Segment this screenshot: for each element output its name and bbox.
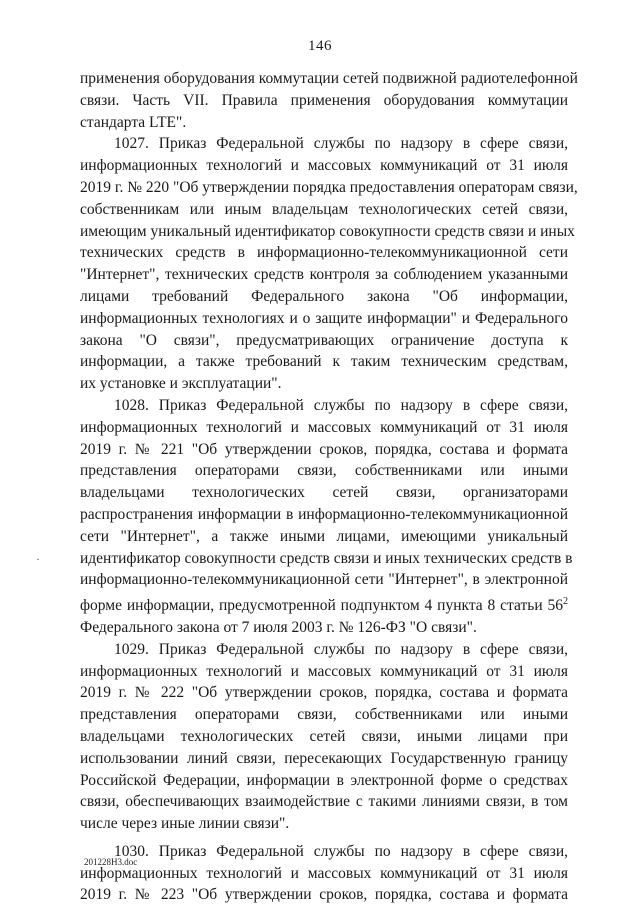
line-text: 1028. Приказ Федеральной службы по надзору в сфере связи, [114, 396, 568, 414]
line-text: информационных технологий и массовых коммуникаций от 31 июля [80, 157, 568, 175]
text-line [80, 417, 568, 439]
line-text: распространения информации в информационно-телекоммуникационной [80, 505, 568, 523]
line-text: 1029. Приказ Федеральной службы по надзору в сфере связи, [114, 640, 568, 658]
line-text: 2019 г. № 221 "Об утверждении сроков, порядка, состава и формата [80, 440, 568, 458]
text-line [80, 199, 568, 221]
line-text: информации, а также требований к таким техническим средствам, [80, 353, 568, 371]
line-text: форме информации, предусмотренной подпунктом 4 пункта 8 статьи 56 [80, 597, 563, 615]
line-text: лицами требований Федерального закона "Об информации, [80, 287, 568, 305]
line-text: информационных технологий и массовых коммуникаций от 31 июля [80, 864, 568, 882]
text-line [80, 482, 568, 504]
text-line [80, 884, 568, 906]
line-text: применения оборудования коммутации сетей подвижной радиотелефонной [80, 70, 578, 87]
line-text: Федерального закона от 7 июля 2003 г. № 126-ФЗ "О связи". [80, 618, 477, 636]
text-line [80, 286, 568, 308]
text-line [80, 177, 578, 199]
text-line [80, 682, 568, 704]
text-line [80, 112, 568, 134]
line-text: 2019 г. № 223 "Об утверждении сроков, порядка, состава и формата [80, 886, 568, 904]
line-text: идентификатор совокупности средств связи и иных технических средств в [80, 549, 573, 567]
line-text: информационных технологиях и о защите информации" и Федерального [80, 309, 568, 327]
paragraph-first-line [80, 841, 568, 863]
text-line [80, 68, 578, 90]
text-line [80, 351, 568, 373]
line-text: информационных технологий и массовых коммуникаций от 31 июля [80, 662, 568, 680]
line-text: 1030. Приказ Федеральной службы по надзору в сфере связи, [114, 842, 568, 860]
text-line [80, 330, 568, 352]
text-line [80, 661, 568, 683]
text-line [80, 264, 568, 286]
line-text: имеющим уникальный идентификатор совокупности средств связи и иных [80, 222, 575, 240]
text-line [80, 504, 568, 526]
line-text: 2019 г. № 220 "Об утверждении порядка предоставления операторам связи, [80, 178, 578, 196]
text-line [80, 591, 568, 617]
text-line [80, 373, 568, 395]
margin-mark: · [36, 552, 40, 566]
text-line [80, 526, 568, 548]
text-line [80, 90, 568, 112]
document-body [80, 68, 578, 906]
line-text: представления операторами связи, собственниками или иными [80, 462, 568, 480]
text-line [80, 863, 568, 885]
page-number: 146 [308, 38, 332, 54]
text-line [80, 569, 568, 591]
line-text: числе через иные линии связи". [80, 815, 290, 833]
text-line [80, 748, 568, 770]
line-text: информационных технологий и массовых коммуникаций от 31 июля [80, 418, 568, 436]
line-text: Российской Федерации, информации в электронной форме о средствах [80, 771, 568, 789]
text-line [80, 221, 575, 243]
text-line [80, 770, 568, 792]
text-line [80, 726, 568, 748]
paragraph-first-line [80, 133, 568, 155]
line-text: владельцами технологических сетей связи, организаторами [80, 484, 568, 502]
line-text: использовании линий связи, пересекающих Государственную границу [80, 749, 568, 767]
line-text: закона "О связи", предусматривающих ограничение доступа к [80, 331, 568, 349]
text-line [80, 791, 568, 813]
text-line [80, 813, 568, 835]
paragraph-first-line [80, 395, 568, 417]
line-text: связи. Часть VII. Правила применения оборудования коммутации [80, 91, 568, 109]
text-line [80, 617, 568, 639]
line-text: связи, обеспечивающих взаимодействие с такими линиями связи, в том [80, 793, 568, 811]
paragraph-first-line [80, 639, 568, 661]
line-text: представления операторами связи, собственниками или иными [80, 706, 568, 724]
text-line [80, 548, 573, 570]
text-line [80, 242, 568, 264]
text-line [80, 308, 568, 330]
line-text: 2019 г. № 222 "Об утверждении сроков, порядка, состава и формата [80, 684, 568, 702]
line-text: собственникам или иным владельцам технологических сетей связи, [80, 200, 568, 218]
text-line [80, 155, 568, 177]
line-text: информационно-телекоммуникационной сети "Интернет", в электронной [80, 571, 568, 589]
line-text: сети "Интернет", а также иными лицами, имеющими уникальный [80, 527, 568, 545]
line-text: технических средств в информационно-телекоммуникационной сети [80, 244, 568, 262]
line-text: их установке и эксплуатации". [80, 375, 282, 393]
text-line [80, 460, 568, 482]
line-text: 1027. Приказ Федеральной службы по надзору в сфере связи, [114, 135, 568, 153]
text-line [80, 439, 568, 461]
superscript: 2 [563, 596, 568, 608]
footer-file-code: 201228Н3.doc [84, 857, 138, 867]
line-text: владельцами технологических сетей связи, иными лицами при [80, 727, 568, 745]
text-line [80, 704, 568, 726]
line-text: стандарта LTE". [80, 113, 187, 131]
line-text: "Интернет", технических средств контроля за соблюдением указанными [80, 266, 568, 284]
